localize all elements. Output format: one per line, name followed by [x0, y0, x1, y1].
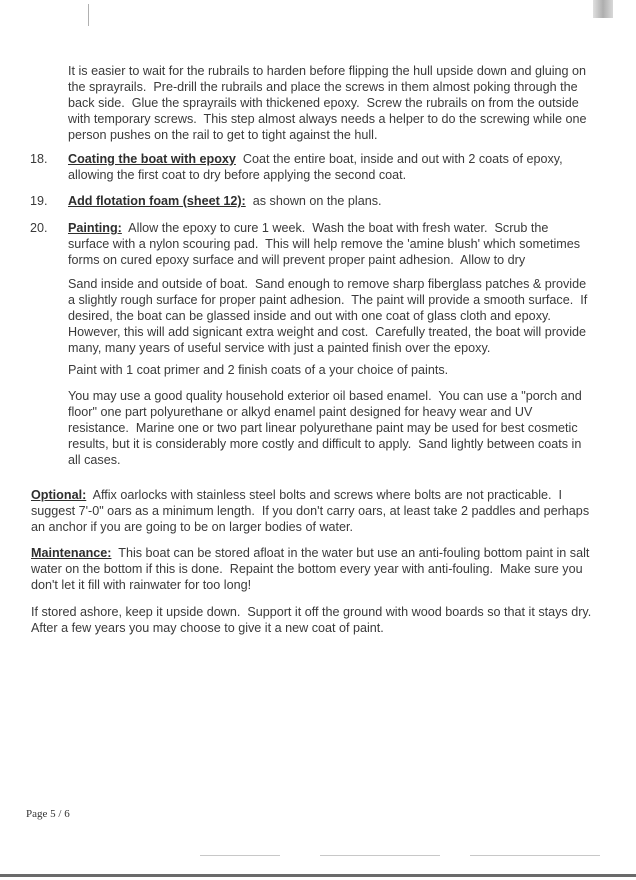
sanding-paragraph: [68, 276, 587, 356]
text-line: results, but it is considerably more costly and difficult to apply. Sand lightly between coats in: [68, 437, 582, 452]
text-line: back side. Glue the sprayrails with thickened epoxy. Screw the rubrails on from the outside: [68, 96, 579, 111]
step-number: 20.: [30, 221, 48, 235]
step-heading: Coating the boat with epoxy: [68, 152, 236, 166]
text-line: Paint with 1 coat primer and 2 finish coats of a your choice of paints.: [68, 363, 449, 377]
section-heading: Optional:: [31, 488, 87, 502]
step-heading: Painting:: [68, 221, 122, 235]
primer-paragraph: [68, 362, 448, 378]
step-20: [68, 220, 580, 268]
text-line: person pushes on the rail to get to tight against the hull.: [68, 128, 378, 143]
text-line: the sprayrails. Pre-drill the rubrails and place the screws in them almost poking through the: [68, 80, 578, 95]
step-text: Allow the epoxy to cure 1 week. Wash the boat with fresh water. Scrub the: [121, 221, 549, 235]
paint-options-paragraph: [68, 388, 582, 468]
page-number: Page 5 / 6: [26, 808, 70, 820]
text-line: However, this will add signicant extra weight and cost. Carefully treated, the boat will provide: [68, 325, 587, 340]
ashore-paragraph: [31, 604, 591, 636]
text-line: Sand inside and outside of boat. Sand enough to remove sharp fiberglass patches & provide: [68, 277, 587, 291]
section-heading: Maintenance:: [31, 546, 112, 560]
text-line: floor" one part polyurethane or alkyd enamel paint designed for heavy wear and UV: [68, 405, 533, 420]
scan-artifact: [200, 855, 280, 856]
maintenance-section: [31, 545, 589, 593]
text-line: allowing the first coat to dry before applying the second coat.: [68, 168, 407, 183]
step-19: [68, 193, 382, 209]
text-line: with temporary screws. This step almost always needs a helper to do the screwing while one: [68, 112, 587, 127]
text-line: water on the bottom if this is done. Repaint the bottom every year with anti-fouling. Make sure you: [31, 562, 583, 577]
scan-artifact: [88, 4, 89, 26]
step-text: as shown on the plans.: [245, 194, 382, 208]
text-line: a slightly rough surface for proper paint adhesion. The paint will provide a smooth surface. If: [68, 293, 588, 308]
text-line: all cases.: [68, 453, 121, 468]
scan-edge: [0, 874, 636, 877]
step-heading: Add flotation foam (sheet 12):: [68, 194, 246, 208]
text-line: resistance. Marine one or two part linear polyurethane paint may be used for best cosmetic: [68, 421, 578, 436]
text-line: suggest 7'-0" oars as a minimum length. If you don't carry oars, at least take 2 paddles and perhaps: [31, 504, 590, 519]
intro-paragraph: [68, 63, 586, 143]
text-line: surface with a nylon scouring pad. This will help remove the 'amine blush' which sometimes: [68, 237, 581, 252]
text-line: desired, the boat can be glassed inside and out with one coat of glass cloth and epoxy.: [68, 309, 551, 324]
step-number: 18.: [30, 152, 48, 166]
section-text: Affix oarlocks with stainless steel bolts and screws where bolts are not practicable. I: [86, 488, 563, 502]
step-18: [68, 151, 563, 183]
text-line: If stored ashore, keep it upside down. Support it off the ground with wood boards so that it stays dry.: [31, 605, 592, 619]
text-line: many, many years of useful service with just a painted finish over the epoxy.: [68, 341, 491, 356]
scan-artifact: [320, 855, 440, 856]
text-line: You may use a good quality household exterior oil based enamel. You can use a "porch and: [68, 389, 582, 403]
scan-artifact: [470, 855, 600, 856]
text-line: It is easier to wait for the rubrails to harden before flipping the hull upside down and gluing on: [68, 64, 587, 78]
scan-artifact: [593, 0, 613, 18]
text-line: After a few years you may choose to give it a new coat of paint.: [31, 621, 384, 636]
text-line: don't let it fill with rainwater for too long!: [31, 578, 252, 593]
text-line: an anchor if you are going to be on larger bodies of water.: [31, 520, 354, 535]
step-text: Coat the entire boat, inside and out with 2 coats of epoxy,: [235, 152, 563, 166]
text-line: forms on cured epoxy surface and will prevent proper paint adhesion. Allow to dry: [68, 253, 526, 268]
section-text: This boat can be stored afloat in the water but use an anti-fouling bottom paint in salt: [111, 546, 590, 560]
optional-section: [31, 487, 589, 535]
step-number: 19.: [30, 194, 48, 208]
